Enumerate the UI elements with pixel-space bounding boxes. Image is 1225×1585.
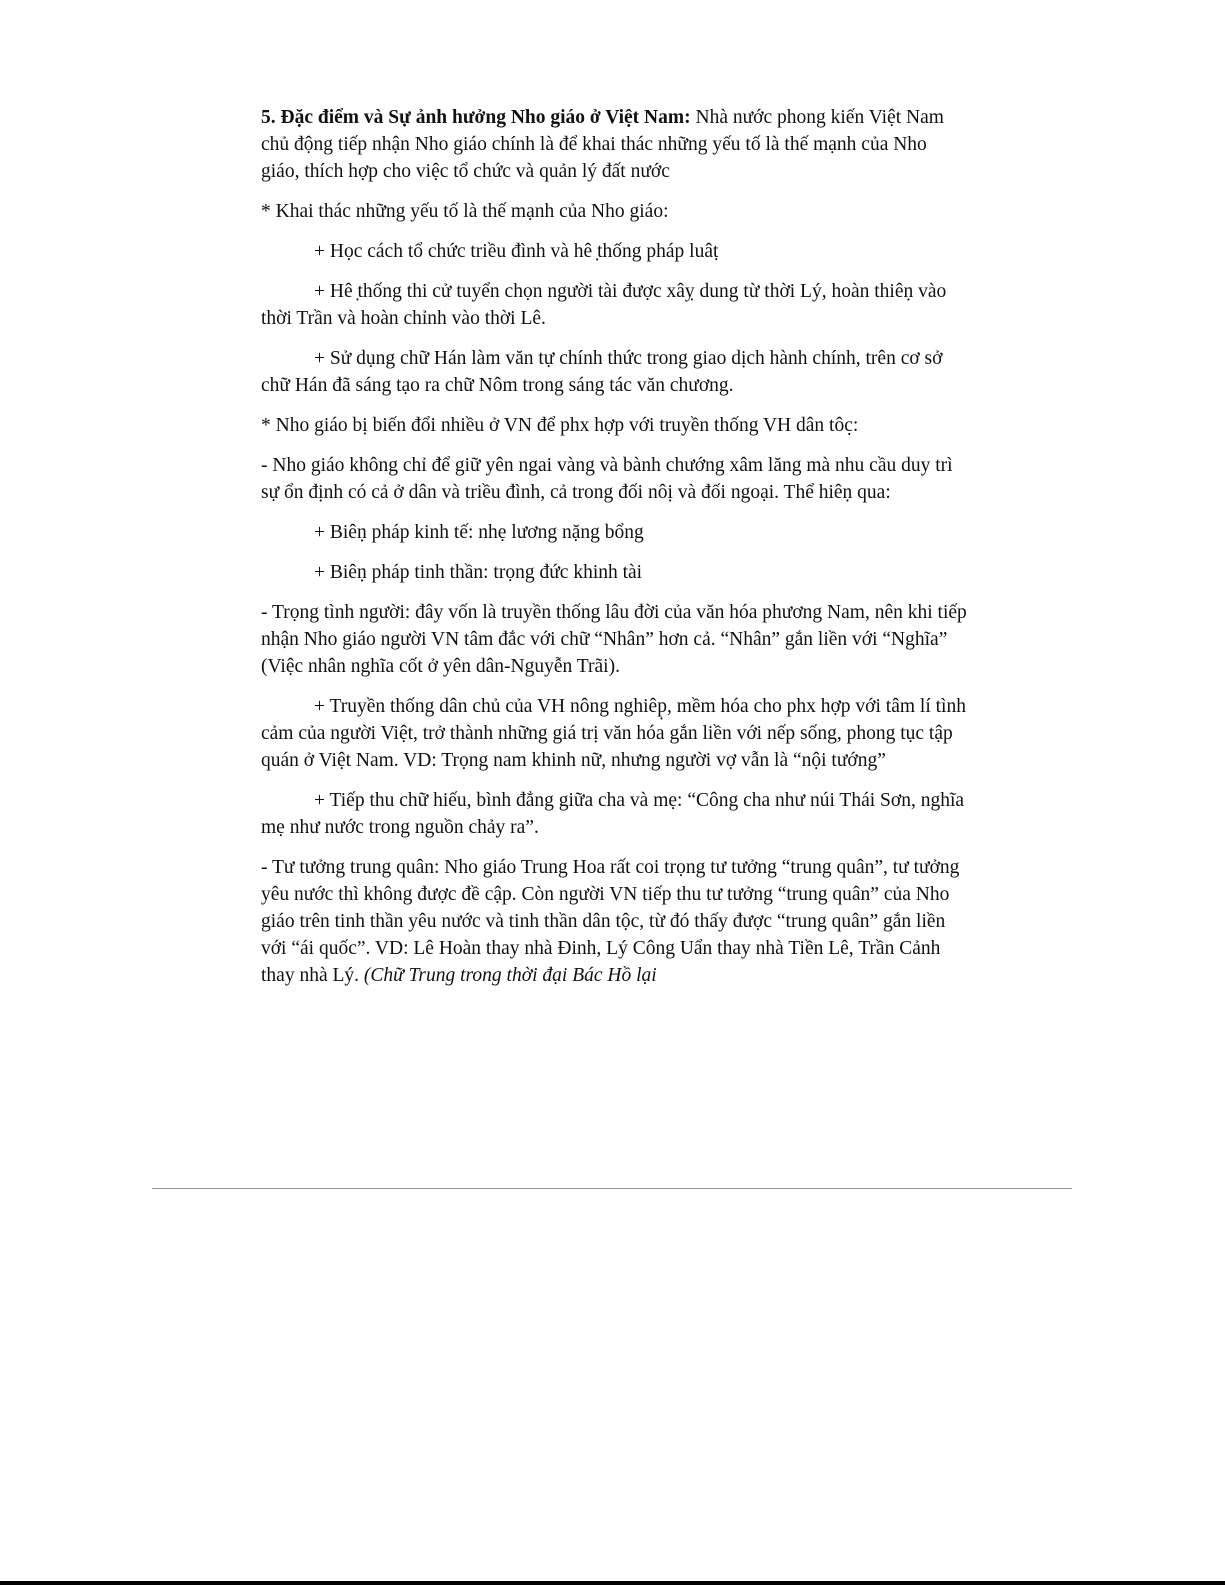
item-economic-measures: + Biêṇ pháp kinh tế: nhẹ lương nặng bổng <box>314 522 644 543</box>
item-spiritual-measures: + Biêṇ pháp tinh thần: trọng đức khinh tài <box>314 562 643 583</box>
loyalty-italic-note: (Chữ Trung trong thời đại Bác Hồ lại <box>363 965 657 986</box>
section-heading-paragraph <box>261 104 967 185</box>
section-intro-text: Nhà nước phong kiến Việt Nam chủ động tiếp nhận Nho giáo chính là để khai thác những yếu tố là thế mạnh của Nho giáo, thích hợp cho việc tổ chức và quản lý đất nước <box>261 107 944 182</box>
paragraph-humanity: - Trọng tình người: đây vốn là truyền thống lâu đời của văn hóa phương Nam, nên khi tiếp nhận Nho giáo người VN tâm đắc với chữ “Nhân” hơn cả. “Nhân” gắn liền với “Nghĩa” (Việc nhân nghĩa cốt ở yên dân-Nguyễn Trãi). <box>261 602 967 677</box>
item-han-script: + Sử dụng chữ Hán làm văn tự chính thức trong giao dịch hành chính, trên cơ sở chữ Hán đã sáng tạo ra chữ Nôm trong sáng tác văn chương. <box>261 348 943 396</box>
item-filial-piety: + Tiếp thu chữ hiếu, bình đẳng giữa cha và mẹ: “Công cha như núi Thái Sơn, nghĩa mẹ như nước trong nguồn chảy ra”. <box>261 790 965 838</box>
paragraph-stability: - Nho giáo không chỉ để giữ yên ngai vàng và bành chướng xâm lăng mà nhu cầu duy trì sự ổn định có cả ở dân và triều đình, cả trong đối nôị và đối ngoại. Thể hiêṇ qua: <box>261 455 953 503</box>
loyalty-text: - Tư tưởng trung quân: Nho giáo Trung Hoa rất coi trọng tư tưởng “trung quân”, tư tưởng yêu nước thì không được đề cập. Còn người VN tiếp thu tư tưởng “trung quân” của Nho giáo trên tinh thần yêu nước và tinh thần dân tộc, từ đó thấy được “trung quân” gắn liền với “ái quốc”. VD: Lê Hoàn thay nhà Đinh, Lý Công Uẩn thay nhà Tiền Lê, Trần Cảnh thay nhà Lý. <box>261 857 960 986</box>
item-examination-system: + Hê ̣thống thi cử tuyển chọn người tài được xâỵ dung từ thời Lý, hoàn thiêṇ vào thời Trần và hoàn chỉnh vào thời Lê. <box>261 281 947 329</box>
section-heading: 5. Đặc điểm và Sự ảnh hưởng Nho giáo ở Việt Nam: <box>261 107 691 128</box>
paragraph-loyalty <box>261 854 967 989</box>
bullet-strengths-heading: * Khai thác những yếu tố là thế mạnh của Nho giáo: <box>261 201 669 222</box>
document-page <box>261 104 967 1002</box>
bullet-transformation-heading: * Nho giáo bị biến đổi nhiều ở VN để phx hợp với truyền thống VH dân tôc̣: <box>261 415 859 436</box>
item-democratic-tradition: + Truyền thống dân chủ của VH nông nghiêp̣, mềm hóa cho phx hợp với tâm lí tình cảm của người Việt, trở thành những giá trị văn hóa gắn liền với nếp sống, phong tục tập quán ở Việt Nam. VD: Trọng nam khinh nữ, nhưng người vợ vẫn là “nội tướng” <box>261 696 966 771</box>
page-bottom-edge <box>0 1581 1225 1585</box>
item-court-organization: + Học cách tổ chức triều đình và hê ̣thống pháp luâṭ <box>314 241 719 262</box>
page-divider <box>152 1188 1072 1189</box>
